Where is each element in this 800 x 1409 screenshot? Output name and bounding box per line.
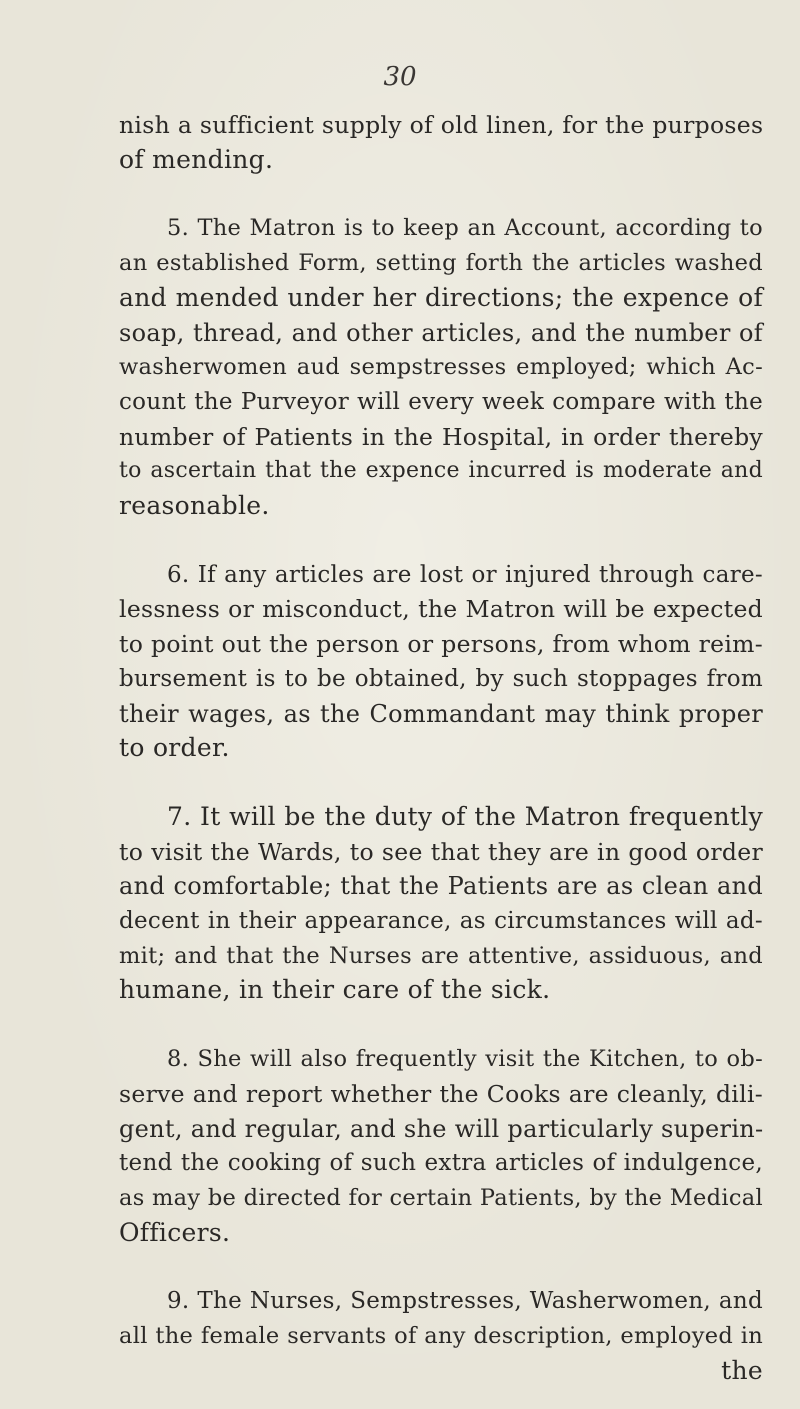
text-line: gent, and regular, and she will particularly superin- <box>119 1114 764 1143</box>
text-line: Officers. <box>119 1217 231 1247</box>
text-line: to ascertain that the expence incurred is moderate and <box>119 458 763 484</box>
text-line: and mended under her directions; the expence of <box>119 282 763 312</box>
paragraph-7 <box>119 800 763 1008</box>
text-line: tend the cooking of such extra articles of indulgence, <box>119 1150 763 1177</box>
text-line: 6. If any articles are lost or injured through care- <box>167 561 763 588</box>
text-line: nish a sufficient supply of old linen, for the purposes <box>119 111 764 139</box>
text-line: decent in their appearance, as circumstances will ad- <box>119 908 763 935</box>
text-line: to visit the Wards, to see that they are in good order <box>119 837 763 866</box>
text-line: mit; and that the Nurses are attentive, assiduous, and <box>119 942 763 969</box>
paragraph-6 <box>119 558 763 766</box>
paragraph-continuation <box>119 108 763 177</box>
text-line: 7. It will be the duty of the Matron frequently <box>167 801 763 831</box>
text-line: their wages, as the Commandant may think proper <box>119 699 763 728</box>
page-number: 30 <box>383 62 417 92</box>
text-line: reasonable. <box>119 491 270 521</box>
text-line: humane, in their care of the sick. <box>119 975 551 1005</box>
text-line: of mending. <box>119 144 274 174</box>
paragraph-9 <box>119 1284 763 1388</box>
text-line: and comfortable; that the Patients are as clean and <box>119 872 763 901</box>
text-line: an established Form, setting forth the articles washed <box>119 250 763 277</box>
text-line: bursement is to be obtained, by such stoppages from <box>119 665 763 692</box>
text-line: to point out the person or persons, from whom reim- <box>119 630 763 659</box>
text-line: washerwomen aud sempstresses employed; which Ac- <box>119 354 763 381</box>
text-line: soap, thread, and other articles, and the number of <box>119 318 763 347</box>
text-line: to order. <box>119 733 230 763</box>
text-line: count the Purveyor will every week compare with the <box>119 388 763 415</box>
text-line: 5. The Matron is to keep an Account, according to <box>167 215 763 242</box>
text-line: 8. She will also frequently visit the Kitchen, to ob- <box>167 1046 763 1073</box>
text-line: serve and report whether the Cooks are cleanly, dili- <box>119 1079 763 1108</box>
text-line: lessness or misconduct, the Matron will be expected <box>119 595 763 624</box>
paragraph-5 <box>119 211 763 523</box>
text-line: 9. The Nurses, Sempstresses, Washerwomen, and <box>167 1288 763 1315</box>
body-text <box>119 108 763 1389</box>
paragraph-8 <box>119 1042 763 1250</box>
text-line: all the female servants of any description, employed in <box>119 1323 763 1350</box>
catchword: the <box>721 1355 763 1385</box>
text-line: as may be directed for certain Patients, by the Medical <box>119 1184 763 1211</box>
text-line: number of Patients in the Hospital, in order thereby <box>119 422 763 451</box>
